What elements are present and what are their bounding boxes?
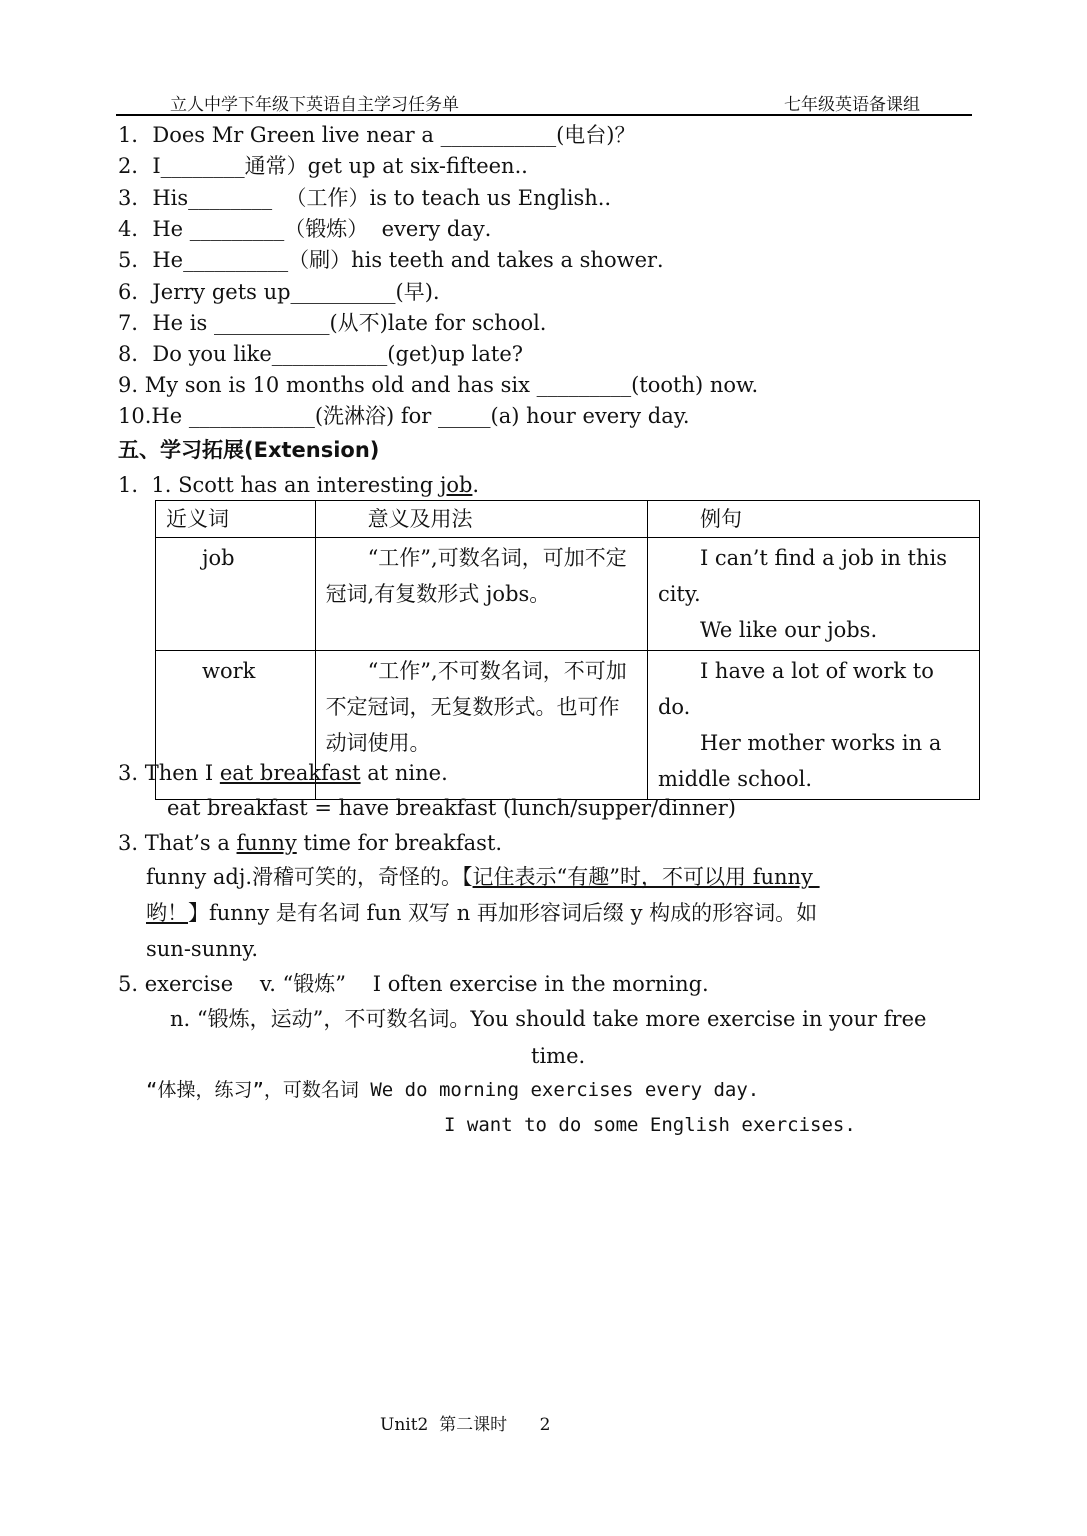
item3a-prefix: 3. Then I — [118, 761, 220, 785]
question-7: 7．He is ___________(从不)late for school. — [118, 311, 547, 335]
table-row — [156, 538, 980, 651]
question-4: 4．He _________（锻炼） every day． — [118, 217, 506, 241]
question-9: 9. My son is 10 months old and has six _________(tooth) now. — [118, 373, 759, 397]
extension-item-5-line-3: time. — [531, 1044, 586, 1068]
extension-item-5-line-5: I want to do some English exercises. — [444, 1114, 856, 1136]
item3b-line2-rest: 】funny 是有名词 fun 双写 n 再加形容词后缀 y 构成的形容词。如 — [188, 901, 818, 925]
item3b-prefix: 3. That’s a — [118, 831, 237, 855]
item1-prefix: 1. 1. Scott has an interesting — [118, 473, 440, 497]
synonym-table — [155, 500, 980, 800]
question-10: 10.He ____________(洗淋浴) for _____(a) hour every day. — [118, 404, 690, 428]
item3b-line1-start: funny adj.滑稽可笑的，奇怪的。【 — [146, 865, 473, 889]
header-school-title: 立人中学下年级下英语自主学习任务单 — [170, 95, 459, 115]
header-usage: 意义及用法 — [315, 501, 647, 538]
row-examples-work — [647, 651, 979, 800]
item3b-line1-underlined: 记住表示“有趣”时，不可以用 funny — [472, 865, 820, 889]
header-example: 例句 — [647, 501, 979, 538]
item3b-keyword: funny — [236, 831, 297, 855]
row-usage-job: “工作”,可数名词，可加不定冠词,有复数形式 jobs。 — [315, 538, 647, 651]
question-5: 5．He__________（刷）his teeth and takes a shower． — [118, 248, 679, 272]
example-sentence: We like our jobs. — [699, 618, 878, 642]
item3b-suffix: time for breakfast. — [296, 831, 503, 855]
example-sentence: I can’t find a job in this city. — [657, 546, 948, 606]
row-word-work: work — [156, 651, 316, 800]
header-synonym: 近义词 — [156, 501, 316, 538]
extension-item-5-line-2: n. “锻炼，运动”，不可数名词。You should take more exercise in your free — [170, 1007, 927, 1031]
extension-item-3a — [118, 759, 448, 787]
item1-suffix: . — [472, 473, 480, 497]
example-sentence: Her mother works in a middle school. — [657, 731, 942, 791]
extension-item-5-line-4: “体操，练习”，可数名词 We do morning exercises every day. — [146, 1079, 760, 1101]
item3a-keyword: eat breakfast — [219, 761, 361, 785]
page-header — [116, 88, 972, 116]
page-footer: Unit2 第二课时 2 — [380, 1415, 551, 1435]
item3b-line-1 — [146, 863, 820, 891]
question-6: 6．Jerry gets up__________(早)． — [118, 280, 454, 304]
item3a-suffix: at nine. — [360, 761, 448, 785]
section-title-extension: 五、学习拓展(Extension) — [118, 438, 380, 462]
row-usage-work: “工作”,不可数名词，不可加不定冠词，无复数形式。也可作动词使用。 — [315, 651, 647, 800]
item3b-line-2 — [146, 899, 817, 927]
question-1: 1．Does Mr Green live near a ___________(电台)？ — [118, 123, 636, 147]
row-word-job: job — [156, 538, 316, 651]
row-examples-job — [647, 538, 979, 651]
question-8: 8．Do you like___________(get)up late? — [118, 342, 524, 366]
question-3: 3．His________ （工作）is to teach us English.． — [118, 186, 626, 210]
extension-item-5-line-1: 5. exercise v. “锻炼” I often exercise in the morning. — [118, 972, 709, 996]
item1-keyword: job — [439, 473, 473, 497]
item3b-line2-underlined: 哟！ — [146, 901, 188, 925]
header-group-name: 七年级英语备课组 — [784, 95, 920, 115]
extension-item-3b — [118, 829, 502, 857]
question-2: 2．I________通常）get up at six-fifteen.． — [118, 154, 543, 178]
item3a-note: eat breakfast = have breakfast (lunch/supper/dinner) — [167, 796, 736, 820]
item3b-line-3: sun-sunny. — [146, 937, 259, 961]
table-header-row — [156, 501, 980, 538]
example-sentence: I have a lot of work to do. — [657, 659, 934, 719]
extension-item-1 — [118, 471, 479, 499]
